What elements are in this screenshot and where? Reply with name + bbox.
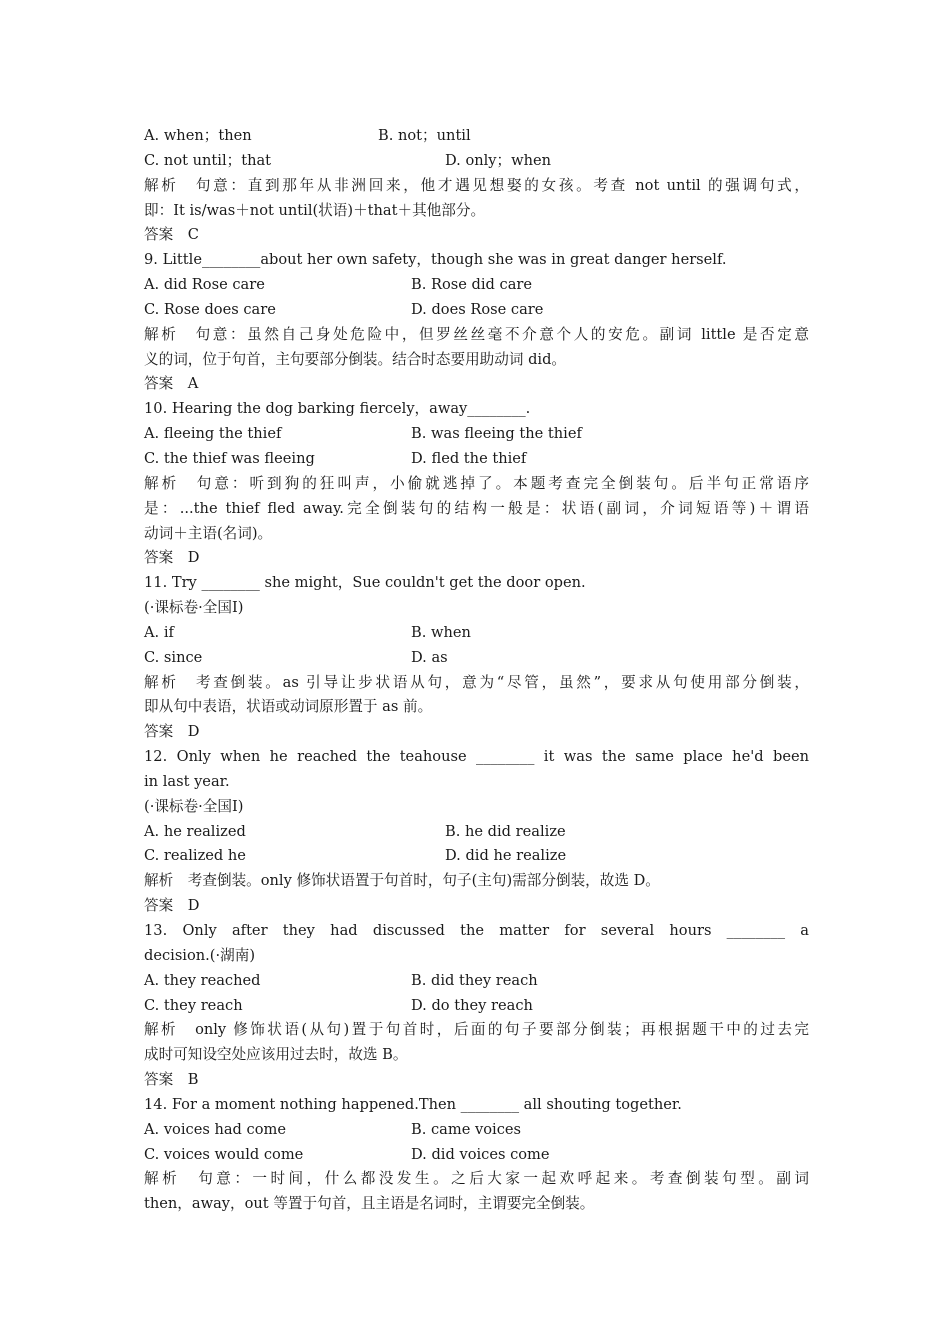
q14-analysis: then，away，out 等置于句首，且主语是名词时，主谓要完全倒装。: [144, 1195, 595, 1213]
q11-answer: 答案 D: [144, 723, 200, 741]
q13-stem: decision.(·湖南): [144, 946, 256, 964]
q10-option-d: D. fled the thief: [411, 449, 527, 467]
q14-option-a: A. voices had come: [144, 1120, 286, 1138]
q12-option-b: B. he did realize: [445, 822, 566, 840]
q14-analysis: 解析 句意：一时间，什么都没发生。之后大家一起欢呼起来。考查倒装句型。副词: [144, 1170, 809, 1188]
q8-analysis: 即：It is/was＋not until(状语)＋that＋其他部分。: [144, 201, 486, 219]
q13-option-a: A. they reached: [144, 971, 261, 989]
q12-option-d: D. did he realize: [445, 847, 567, 865]
q11-stem: 11. Try ________ she might，Sue couldn't get the door open.: [144, 574, 586, 592]
q11-option-b: B. when: [411, 623, 471, 641]
q10-stem: 10. Hearing the dog barking fiercely，away________.: [144, 400, 531, 418]
q9-options-row-1: [144, 273, 809, 298]
q13-options-row-2: [144, 994, 809, 1019]
q11-option-a: A. if: [144, 623, 174, 641]
q11-analysis: 即从句中表语，状语或动词原形置于 as 前。: [144, 698, 433, 716]
q10-analysis: 是：...the thief fled away.完全倒装句的结构一般是：状语(副词，介词短语等)＋谓语: [144, 499, 809, 517]
q13-stem: 13. Only after they had discussed the matter for several hours ________ a: [144, 922, 809, 939]
q13-answer: 答案 B: [144, 1071, 199, 1089]
q14-option-b: B. came voices: [411, 1120, 521, 1138]
q9-stem: 9. Little________about her own safety，though she was in great danger herself.: [144, 251, 727, 269]
q11-options-row-1: [144, 621, 809, 646]
q13-option-c: C. they reach: [144, 996, 243, 1014]
q10-answer: 答案 D: [144, 549, 200, 567]
q12-stem: in last year.: [144, 772, 230, 790]
q9-answer: 答案 A: [144, 375, 199, 393]
q11-analysis: 解析 考查倒装。as 引导让步状语从句，意为“尽管，虽然”，要求从句使用部分倒装，: [144, 673, 809, 691]
q8-options-row-1: [144, 124, 809, 149]
q9-options-row-2: [144, 298, 809, 323]
q11-option-c: C. since: [144, 648, 203, 666]
q10-option-b: B. was fleeing the thief: [411, 425, 582, 443]
q14-option-d: D. did voices come: [411, 1145, 550, 1163]
q9-option-b: B. Rose did care: [411, 276, 533, 294]
q14-option-c: C. voices would come: [144, 1145, 304, 1163]
q12-answer: 答案 D: [144, 897, 200, 915]
q10-options-row-2: [144, 447, 809, 472]
q13-option-b: B. did they reach: [411, 971, 538, 989]
q8-option-d: D. only；when: [445, 151, 552, 169]
q13-options-row-1: [144, 969, 809, 994]
q10-options-row-1: [144, 422, 809, 447]
q12-stem: 12. Only when he reached the teahouse ________ it was the same place he'd been: [144, 748, 809, 766]
q10-analysis: 动词＋主语(名词)。: [144, 524, 273, 542]
q8-answer: 答案 C: [144, 226, 199, 244]
q11-options-row-2: [144, 646, 809, 671]
q10-option-c: C. the thief was fleeing: [144, 449, 315, 467]
q8-option-b: B. not；until: [378, 127, 471, 144]
q14-options-row-2: [144, 1143, 809, 1168]
q12-source: (·课标卷·全国Ⅰ): [144, 797, 244, 815]
q10-analysis: 解析 句意：听到狗的狂叫声，小偷就逃掉了。本题考查完全倒装句。后半句正常语序: [144, 474, 809, 492]
q12-options-row-1: [144, 820, 809, 845]
q14-options-row-1: [144, 1118, 809, 1143]
q12-option-a: A. he realized: [144, 822, 246, 840]
q13-analysis: 解析 only 修饰状语(从句)置于句首时，后面的句子要部分倒装；再根据题干中的过去完: [144, 1021, 809, 1039]
q9-analysis: 义的词，位于句首，主句要部分倒装。结合时态要用助动词 did。: [144, 350, 567, 368]
q8-analysis: 解析 句意：直到那年从非洲回来，他才遇见想娶的女孩。考查 not until 的强调句式，: [144, 176, 809, 194]
q13-analysis: 成时可知设空处应该用过去时，故选 B。: [144, 1046, 408, 1064]
q12-option-c: C. realized he: [144, 847, 246, 865]
q14-stem: 14. For a moment nothing happened.Then ________ all shouting together.: [144, 1095, 682, 1113]
q12-analysis: 解析 考查倒装。only 修饰状语置于句首时，句子(主句)需部分倒装，故选 D。: [144, 872, 660, 890]
q9-analysis: 解析 句意：虽然自己身处危险中，但罗丝丝毫不介意个人的安危。副词 little 是否定意: [144, 325, 809, 343]
document-page: [144, 124, 809, 1217]
q12-options-row-2: [144, 844, 809, 869]
q9-option-c: C. Rose does care: [144, 300, 276, 318]
q9-option-d: D. does Rose care: [411, 300, 544, 318]
q8-option-c: C. not until；that: [144, 151, 272, 169]
q11-source: (·课标卷·全国Ⅰ): [144, 599, 244, 617]
q9-option-a: A. did Rose care: [144, 276, 265, 294]
q11-option-d: D. as: [411, 648, 448, 666]
q8-option-a: A. when；then: [144, 127, 252, 144]
q8-options-row-2: [144, 149, 809, 174]
q10-option-a: A. fleeing the thief: [144, 425, 282, 443]
q13-option-d: D. do they reach: [411, 996, 533, 1014]
